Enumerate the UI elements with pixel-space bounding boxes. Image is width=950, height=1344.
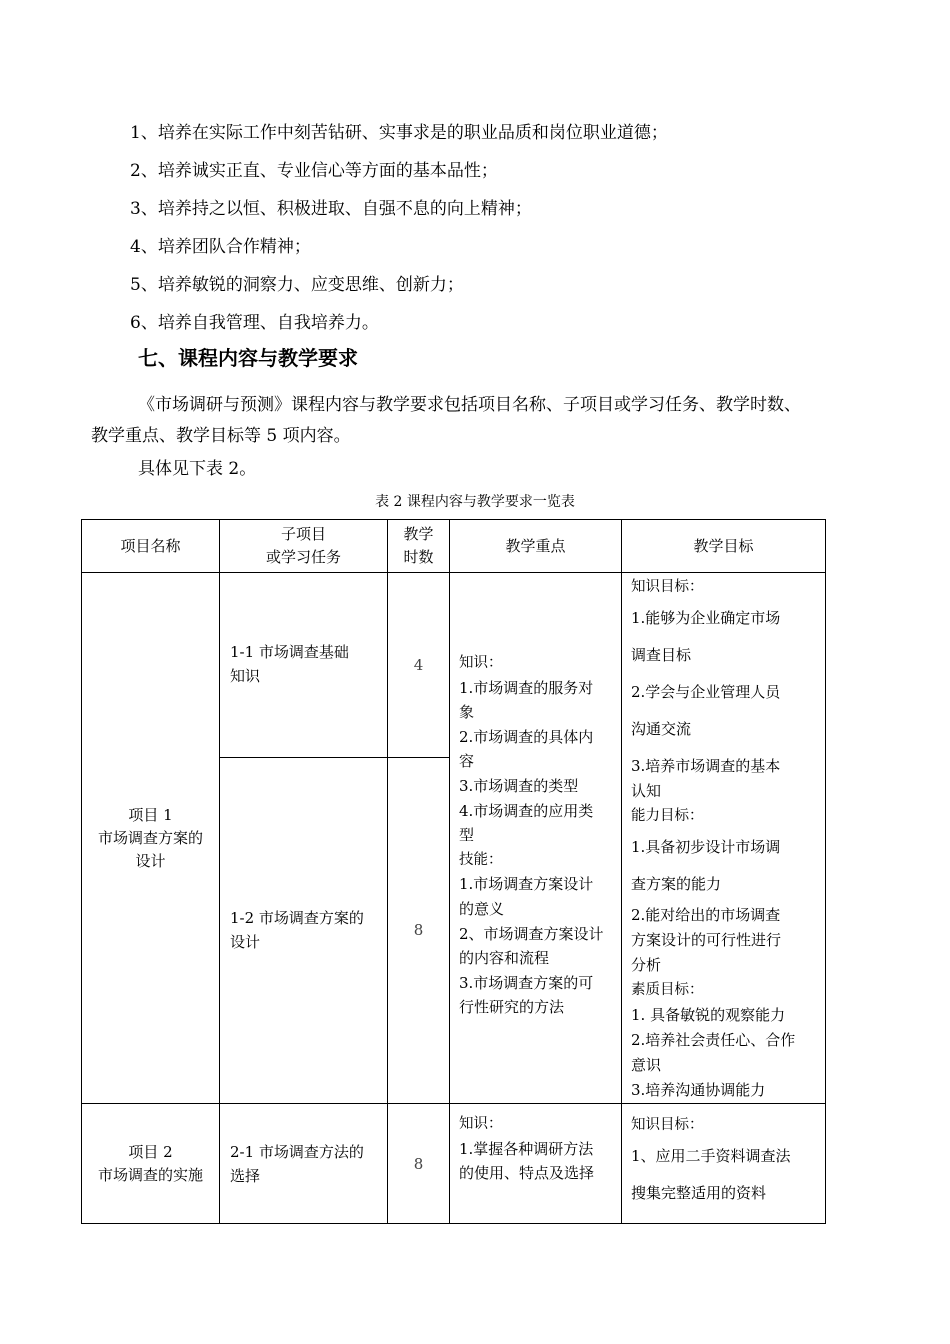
project1-sub1-hours: 4 [388,573,450,758]
list-item: 2、培养诚实正直、专业信心等方面的基本品性； [130,161,498,181]
table-row [82,573,826,758]
list-item: 3、培养持之以恒、积极进取、自强不息的向上精神； [130,199,532,219]
project1-sub2-hours: 8 [388,757,450,1103]
header-subproject: 子项目 或学习任务 [220,520,388,573]
table-row [82,1104,826,1224]
intro-paragraph-line-2: 教学重点、教学目标等 5 项内容。 [91,426,351,446]
list-item: 1、培养在实际工作中刻苦钻研、实事求是的职业品质和岗位职业道德； [130,123,668,143]
list-item: 4、培养团队合作精神； [130,237,311,257]
header-hours: 教学 时数 [388,520,450,573]
list-item: 5、培养敏锐的洞察力、应变思维、创新力； [130,275,464,295]
header-key-points: 教学重点 [450,520,622,573]
table-caption: 表 2 课程内容与教学要求一览表 [375,494,575,510]
header-project-name: 项目名称 [82,520,220,573]
project1-sub1: 1-1 市场调查基础 知识 [220,573,388,758]
project2-key-points: 知识： 1.掌握各种调研方法 的使用、特点及选择 [450,1104,622,1224]
project1-key-points: 知识： 1.市场调查的服务对 象 2.市场调查的具体内 容 3.市场调查的类型 4.市场调查的应用类 型 技能： 1.市场调查方案设计 的意义 2、市场调查方案设计 的内容和流程 3.市场调查方案的可 行性研究的方法 [450,573,622,1104]
course-content-table [81,519,826,1224]
project1-sub2: 1-2 市场调查方案的 设计 [220,757,388,1103]
project1-name: 项目 1 市场调查方案的 设计 [82,573,220,1104]
list-item: 6、培养自我管理、自我培养力。 [130,313,379,333]
intro-paragraph-line-3: 具体见下表 2。 [138,459,257,479]
project2-goals: 知识目标： 1、应用二手资料调查法 搜集完整适用的资料 [622,1104,826,1224]
quality-goal-list [130,118,668,346]
project2-sub1-hours: 8 [388,1104,450,1224]
table-header-row [82,520,826,573]
project1-goals: 知识目标： 1.能够为企业确定市场 调查目标 2.学会与企业管理人员 沟通交流 3.培养市场调查的基本 认知 能力目标： 1.具备初步设计市场调 查方案的能力 2.能对给出的市场调查 方案设计的可行性进行 分析 素质目标： 1. 具备敏锐的观察能力 2.培养社会责任心、合作 意识 3.培养沟通协调能力 [622,573,826,1104]
project2-name: 项目 2 市场调查的实施 [82,1104,220,1224]
intro-paragraph-line-1: 《市场调研与预测》课程内容与教学要求包括项目名称、子项目或学习任务、教学时数、 [138,395,801,415]
project2-sub1: 2-1 市场调查方法的 选择 [220,1104,388,1224]
header-goals: 教学目标 [622,520,826,573]
section-heading: 七、课程内容与教学要求 [138,346,358,370]
